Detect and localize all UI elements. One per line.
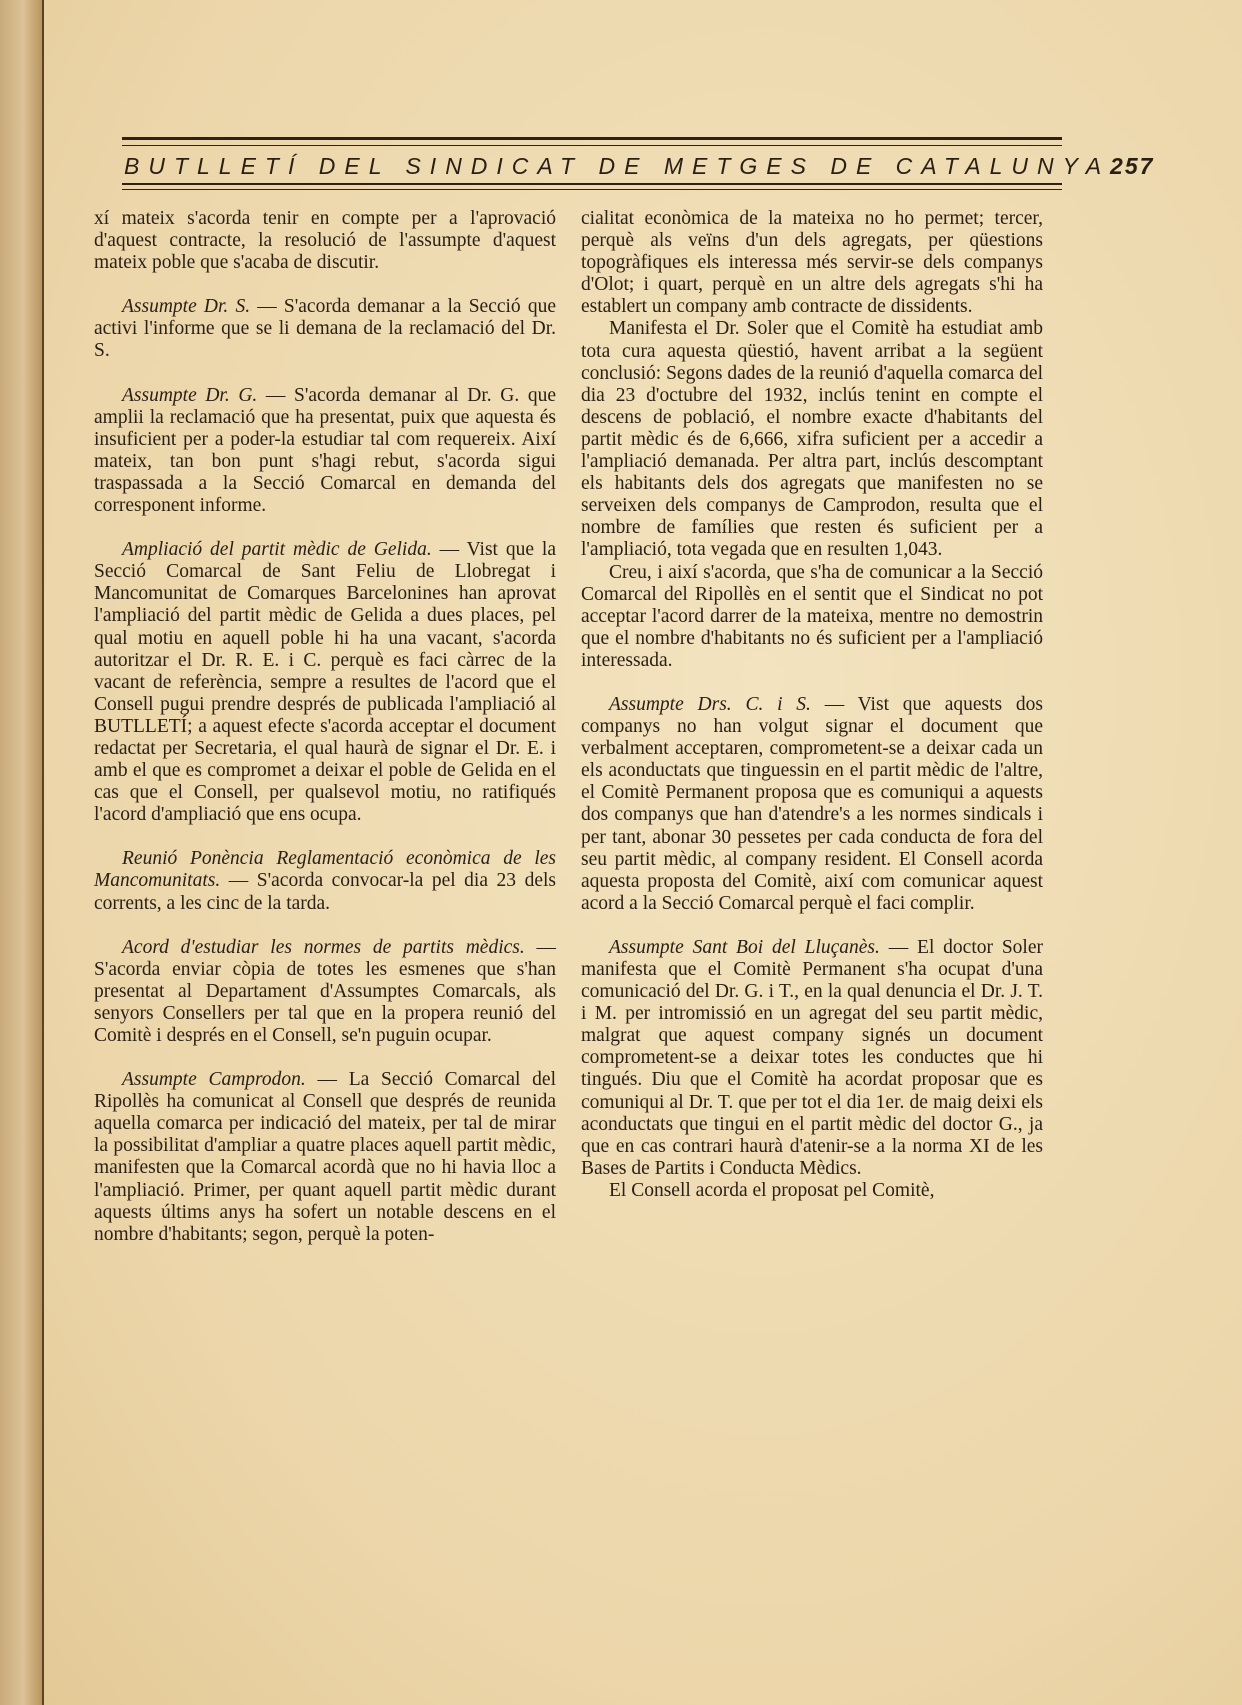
paragraph-lead: Acord d'estudiar les normes de partits mèdics. [122,936,525,958]
paragraph-lead: Assumpte Sant Boi del Lluçanès. [609,936,880,958]
paragraph-lead: Ampliació del partit mèdic de Gelida. [122,539,432,561]
header-rule-top [122,137,1062,140]
paragraph: Ampliació del partit mèdic de Gelida. — Vist que la Secció Comarcal de Sant Feliu de Llobregat i Mancomunitat de Comarques Barcelonines han aprovat l'ampliació del partit mèdic de Gelida a dues places, pel qual motiu en aquell poble hi ha una vacant, s'acorda autoritzar el Dr. R. E. i C. perquè es faci càrrec de la vacant de referència, sempre a resultes de l'acord que el Consell pugui prendre després de publicada l'ampliació al BUTLLETÍ; a aquest efecte s'acorda acceptar el document redactat per Secretaria, el qual haurà de signar el Dr. E. i amb el que es compromet a deixar el poble de Gelida en el cas que el Consell, per qualsevol motiu, no ratifiqués l'acord d'ampliació que ens ocupa. [94,539,556,826]
right-column [581,208,1043,1202]
paragraph-lead: Assumpte Drs. C. i S. [609,693,811,715]
book-spine [0,0,44,1705]
page-number: 257 [1110,152,1155,179]
paragraph-lead: Reunió Ponència Reglamentació econòmica de les Mancomunitats. [94,848,556,892]
header-rule-top-thin [122,145,1062,146]
paragraph: Assumpte Dr. G. — S'acorda demanar al Dr. G. que amplii la reclamació que ha presentat, puix que aquesta és insuficient per a poder-la estudiar tal com requereix. Així mateix, tan bon punt s'hagi rebut, s'acorda sigui traspassada a la Secció Comarcal en demanda del corresponent informe. [94,384,556,517]
left-column [94,208,556,1246]
running-title: BUTLLETÍ DEL SINDICAT DE METGES DE CATALUNYA [124,152,1111,179]
document-page [44,0,1242,1705]
paragraph: Assumpte Drs. C. i S. — Vist que aquests dos companys no han volgut signar el document que verbalment acceptaren, comprometent-se a deixar cada un els aconductats que tinguessin en el partit mèdic de l'altre, el Comitè Permanent proposa que es comuniqui a aquests dos companys que han d'atendre's a les normes sindicals i per tant, abonar 30 pessetes per cada conducta de fora del seu partit mèdic, al company resident. El Consell acorda aquesta proposta del Comitè, així com comunicar aquest acord a la Secció Comarcal perquè el faci complir. [581,693,1043,914]
paragraph: Assumpte Dr. S. — S'acorda demanar a la Secció que activi l'informe que se li demana de la reclamació del Dr. S. [94,296,556,362]
paragraph-lead: Assumpte Camprodon. [122,1069,306,1091]
paragraph-lead: Assumpte Dr. S. [122,296,251,318]
paragraph-lead: Assumpte Dr. G. [122,384,258,406]
header-rule-bottom [122,183,1062,185]
paragraph: Manifesta el Dr. Soler que el Comitè ha estudiat amb tota cura aquesta qüestió, havent arribat a la següent conclusió: Segons dades de la reunió d'aquella comarca del dia 23 d'octubre del 1932, inclús tenint en compte el descens de població, el nombre exacte d'habitants del partit mèdic és de 6,666, xifra suficient per a accedir a l'ampliació demanada. Per altra part, inclús descomptant els habitants dels dos agregats que manifesten no se serveixen dels companys de Camprodon, resulta que el nombre de famílies que resten és suficient per a l'ampliació, tota vegada que en resulten 1,043. [581,318,1043,561]
paragraph: xí mateix s'acorda tenir en compte per a l'aprovació d'aquest contracte, la resolució de l'assumpte d'aquest mateix poble que s'acaba de discutir. [94,208,556,274]
paragraph: El Consell acorda el proposat pel Comitè, [609,1179,935,1201]
paragraph: Assumpte Sant Boi del Lluçanès. — El doctor Soler manifesta que el Comitè Permanent s'ha ocupat d'una comunicació del Dr. G. i T., en la qual denuncia el Dr. J. T. i M. per intromissió en un agregat del seu partit mèdic, malgrat que aquest company signés un document comprometent-se a deixar totes les conductes que hi tingués. Diu que el Comitè ha acordat proposar que es comuniqui al Dr. T. que per tot el dia 1er. de maig deixi els aconductats que tingui en el partit mèdic del doctor G., ja que en cas contrari haurà d'atenir-se a la norma XI de les Bases de Partits i Conducta Mèdics. [581,936,1043,1179]
paragraph: Creu, i així s'acorda, que s'ha de comunicar a la Secció Comarcal del Ripollès en el sentit que el Sindicat no pot acceptar l'acord darrer de la mateixa, mentre no demostrin que el nombre d'habitants no és suficient per a l'ampliació interessada. [581,561,1043,671]
header-rule-bottom-thin [122,189,1062,190]
paragraph: Acord d'estudiar les normes de partits mèdics. — S'acorda enviar còpia de totes les esmenes que s'han presentat al Departament d'Assumptes Comarcals, als senyors Consellers per tal que en la propera reunió del Comitè i després en el Consell, se'n puguin ocupar. [94,936,556,1046]
running-header [124,149,1155,183]
paragraph: cialitat econòmica de la mateixa no ho permet; tercer, perquè als veïns d'un dels agregats, per qüestions topogràfiques els interessa més servir-se dels companys d'Olot; i quart, perquè en un altre dels agregats s'hi ha establert un company amb contracte de dissidents. [581,208,1043,318]
paragraph: Reunió Ponència Reglamentació econòmica de les Mancomunitats. — S'acorda convocar-la pel dia 23 dels corrents, a les cinc de la tarda. [94,848,556,914]
paragraph: Assumpte Camprodon. — La Secció Comarcal del Ripollès ha comunicat al Consell que després de reunida aquella comarca per indicació del mateix, per tal de mirar la possibilitat d'ampliar a quatre places aquell partit mèdic, manifesten que la Comarcal acordà que no hi havia lloc a l'ampliació. Primer, per quant aquell partit mèdic durant aquests últims anys ha sofert un notable descens en el nombre d'habitants; segon, perquè la poten- [94,1069,556,1245]
